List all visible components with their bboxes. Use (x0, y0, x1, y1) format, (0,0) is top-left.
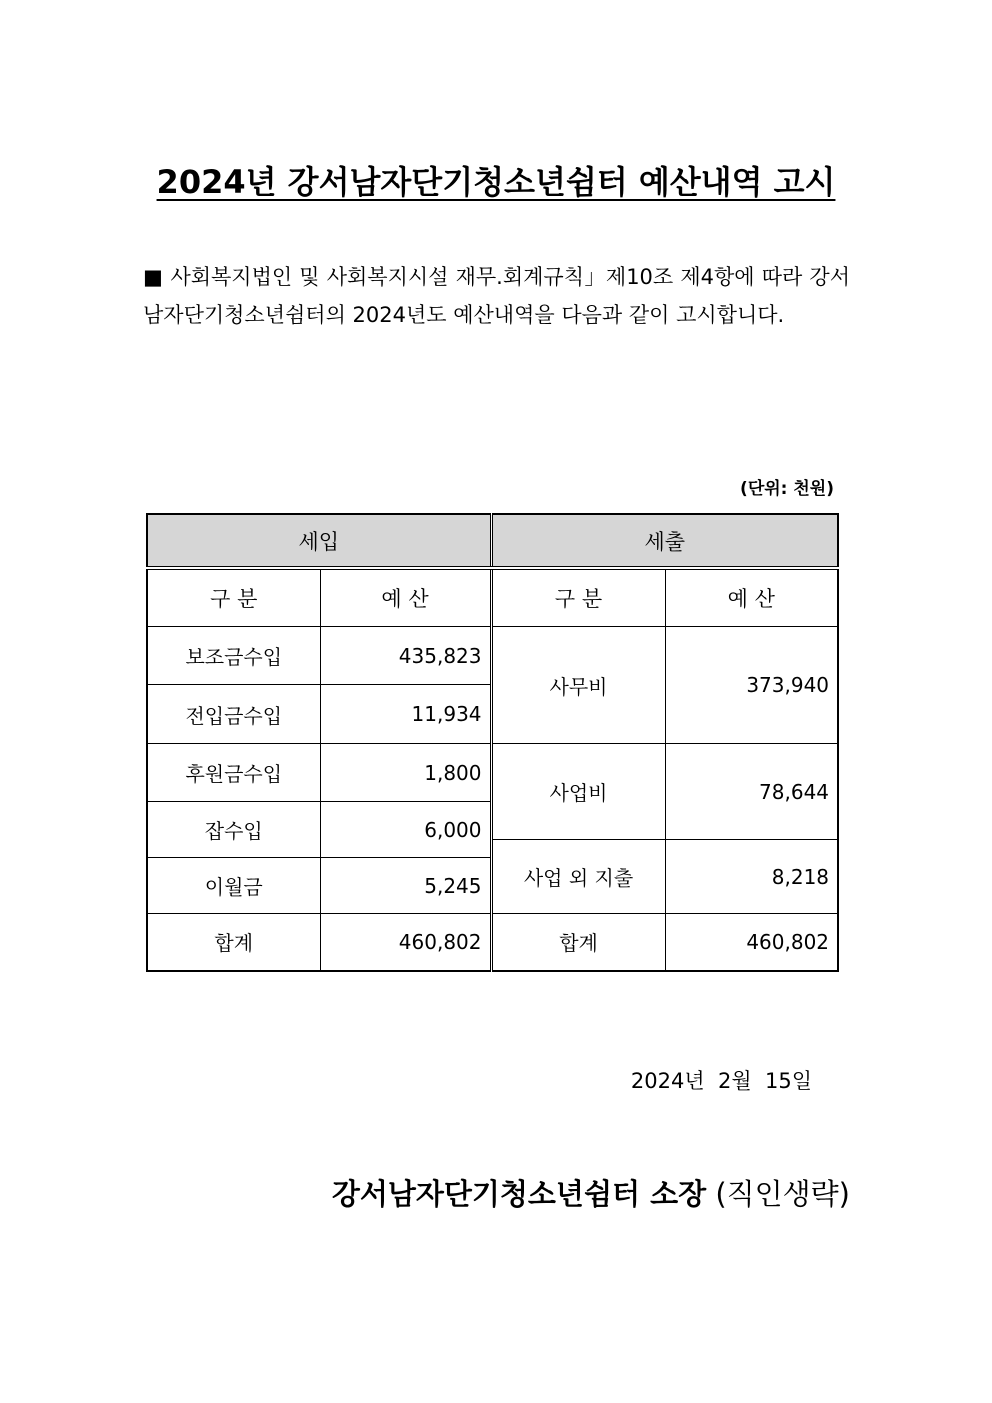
income-value: 11,934 (320, 685, 491, 744)
expense-value: 8,218 (665, 840, 838, 914)
unit-note: (단위: 천원) (740, 479, 834, 499)
expense-value: 373,940 (665, 627, 838, 744)
income-total-value: 460,802 (320, 914, 491, 971)
column-header-row (147, 568, 838, 627)
total-row (147, 914, 838, 971)
expense-total-label: 합계 (491, 914, 665, 971)
income-value: 435,823 (320, 627, 491, 685)
income-value: 1,800 (320, 744, 491, 802)
income-total-label: 합계 (147, 914, 320, 971)
expense-header: 세출 (491, 514, 838, 568)
income-label: 후원금수입 (147, 744, 320, 802)
expense-value: 78,644 (665, 744, 838, 840)
expense-category-header: 구 분 (491, 568, 665, 627)
signatory-name: 강서남자단기청소년쉼터 소장 (331, 1177, 707, 1211)
expense-total-value: 460,802 (665, 914, 838, 971)
document-title-text: 2024년 강서남자단기청소년쉼터 예산내역 고시 (156, 163, 836, 201)
income-label: 이월금 (147, 858, 320, 914)
budget-table (146, 513, 839, 972)
expense-label: 사업비 (491, 744, 665, 840)
income-budget-header: 예 산 (320, 568, 491, 627)
income-value: 5,245 (320, 858, 491, 914)
income-category-header: 구 분 (147, 568, 320, 627)
signature-line (332, 1176, 850, 1212)
document-title (0, 160, 992, 204)
section-header-row (147, 514, 838, 568)
expense-label: 사업 외 지출 (491, 840, 665, 914)
income-value: 6,000 (320, 802, 491, 858)
table-row (147, 744, 838, 802)
expense-label: 사무비 (491, 627, 665, 744)
income-label: 보조금수입 (147, 627, 320, 685)
income-label: 전입금수입 (147, 685, 320, 744)
income-label: 잡수입 (147, 802, 320, 858)
intro-paragraph: ■ 사회복지법인 및 사회복지시설 재무.회계규칙」제10조 제4항에 따라 강서남자단기청소년쉼터의 2024년도 예산내역을 다음과 같이 고시합니다. (143, 265, 850, 327)
seal-omitted-note: (직인생략) (715, 1177, 850, 1211)
expense-budget-header: 예 산 (665, 568, 838, 627)
notice-date: 2024년 2월 15일 (630, 1069, 812, 1093)
income-header: 세입 (147, 514, 491, 568)
table-row (147, 627, 838, 685)
